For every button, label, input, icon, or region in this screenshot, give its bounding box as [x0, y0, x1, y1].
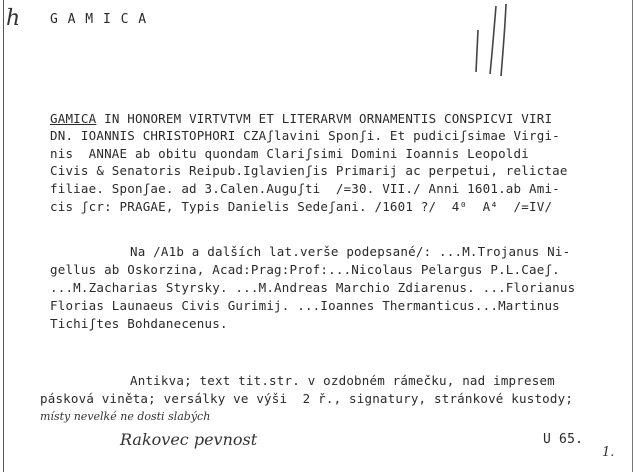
description-line-1: Antikva; text tit.str. v ozdobném rámečku, nad impresem: [130, 373, 555, 388]
contributors-line-2: gellus ab Oskorzina, Acad:Prag:Prof:...Nicolaus Pelargus P.L.Caeʃ.: [50, 262, 560, 277]
shelfmark-text: U 65.: [543, 432, 584, 447]
card-left-edge: [3, 0, 4, 472]
header-title: G A M I C A: [50, 12, 148, 27]
body-line-6: cis ʃcr: PRAGAE, Typis Danielis Sedeʃani. /1601 ?/ 4⁰ A⁴ /=IV/: [50, 199, 553, 214]
shelfmark: [543, 433, 583, 447]
body-line-4: Civis & Senatoris Reipub.Iglavienʃis Primarij ac perpetui, relictae: [50, 163, 568, 178]
body-first-word: GAMICA: [50, 111, 97, 126]
corner-mark: 1.: [602, 445, 615, 460]
contributors-line-1: Na /A1b a dalších lat.verše podepsané/: ...M.Trojanus Ni-: [130, 244, 571, 259]
description-line-2: pásková viněta; versálky ve výši 2 ř., signatury, stránkové kustody;: [40, 391, 574, 406]
handwritten-note: místy nevelké ne dosti slabých: [40, 410, 211, 423]
body-line-2: DN. IOANNIS CHRISTOPHORI CZAʃlavini Sponʃi. Et pudiciʃsimae Virgi-: [50, 128, 560, 143]
header-initial: h: [6, 6, 21, 31]
card-right-edge: [632, 0, 633, 472]
body-line-3: nis ANNAE ab obitu quondam Clariʃsimi Domini Ioannis Leopoldi: [50, 146, 529, 161]
body-line-5: filiae. Sponʃae. ad 3.Calen.Auguʃti /=30. VII./ Anni 1601.ab Ami-: [50, 181, 560, 196]
body-line-1: GAMICA IN HONOREM VIRTVTVM ET LITERARVM ORNAMENTIS CONSPICVI VIRI: [50, 111, 553, 126]
pencil-marks: [470, 0, 530, 80]
contributors-line-5: Tichiʃtes Bohdanecenus.: [50, 316, 228, 331]
contributors-line-4: Florias Launaeus Civis Gurimij. ...Ioannes Thermanticus...Martinus: [50, 298, 560, 313]
contributors-line-3: ...M.Zacharias Styrsky. ...M.Andreas Marchio Zdiarenus. ...Florianus: [50, 280, 576, 295]
signature: Rakovec pevnost: [120, 430, 258, 449]
